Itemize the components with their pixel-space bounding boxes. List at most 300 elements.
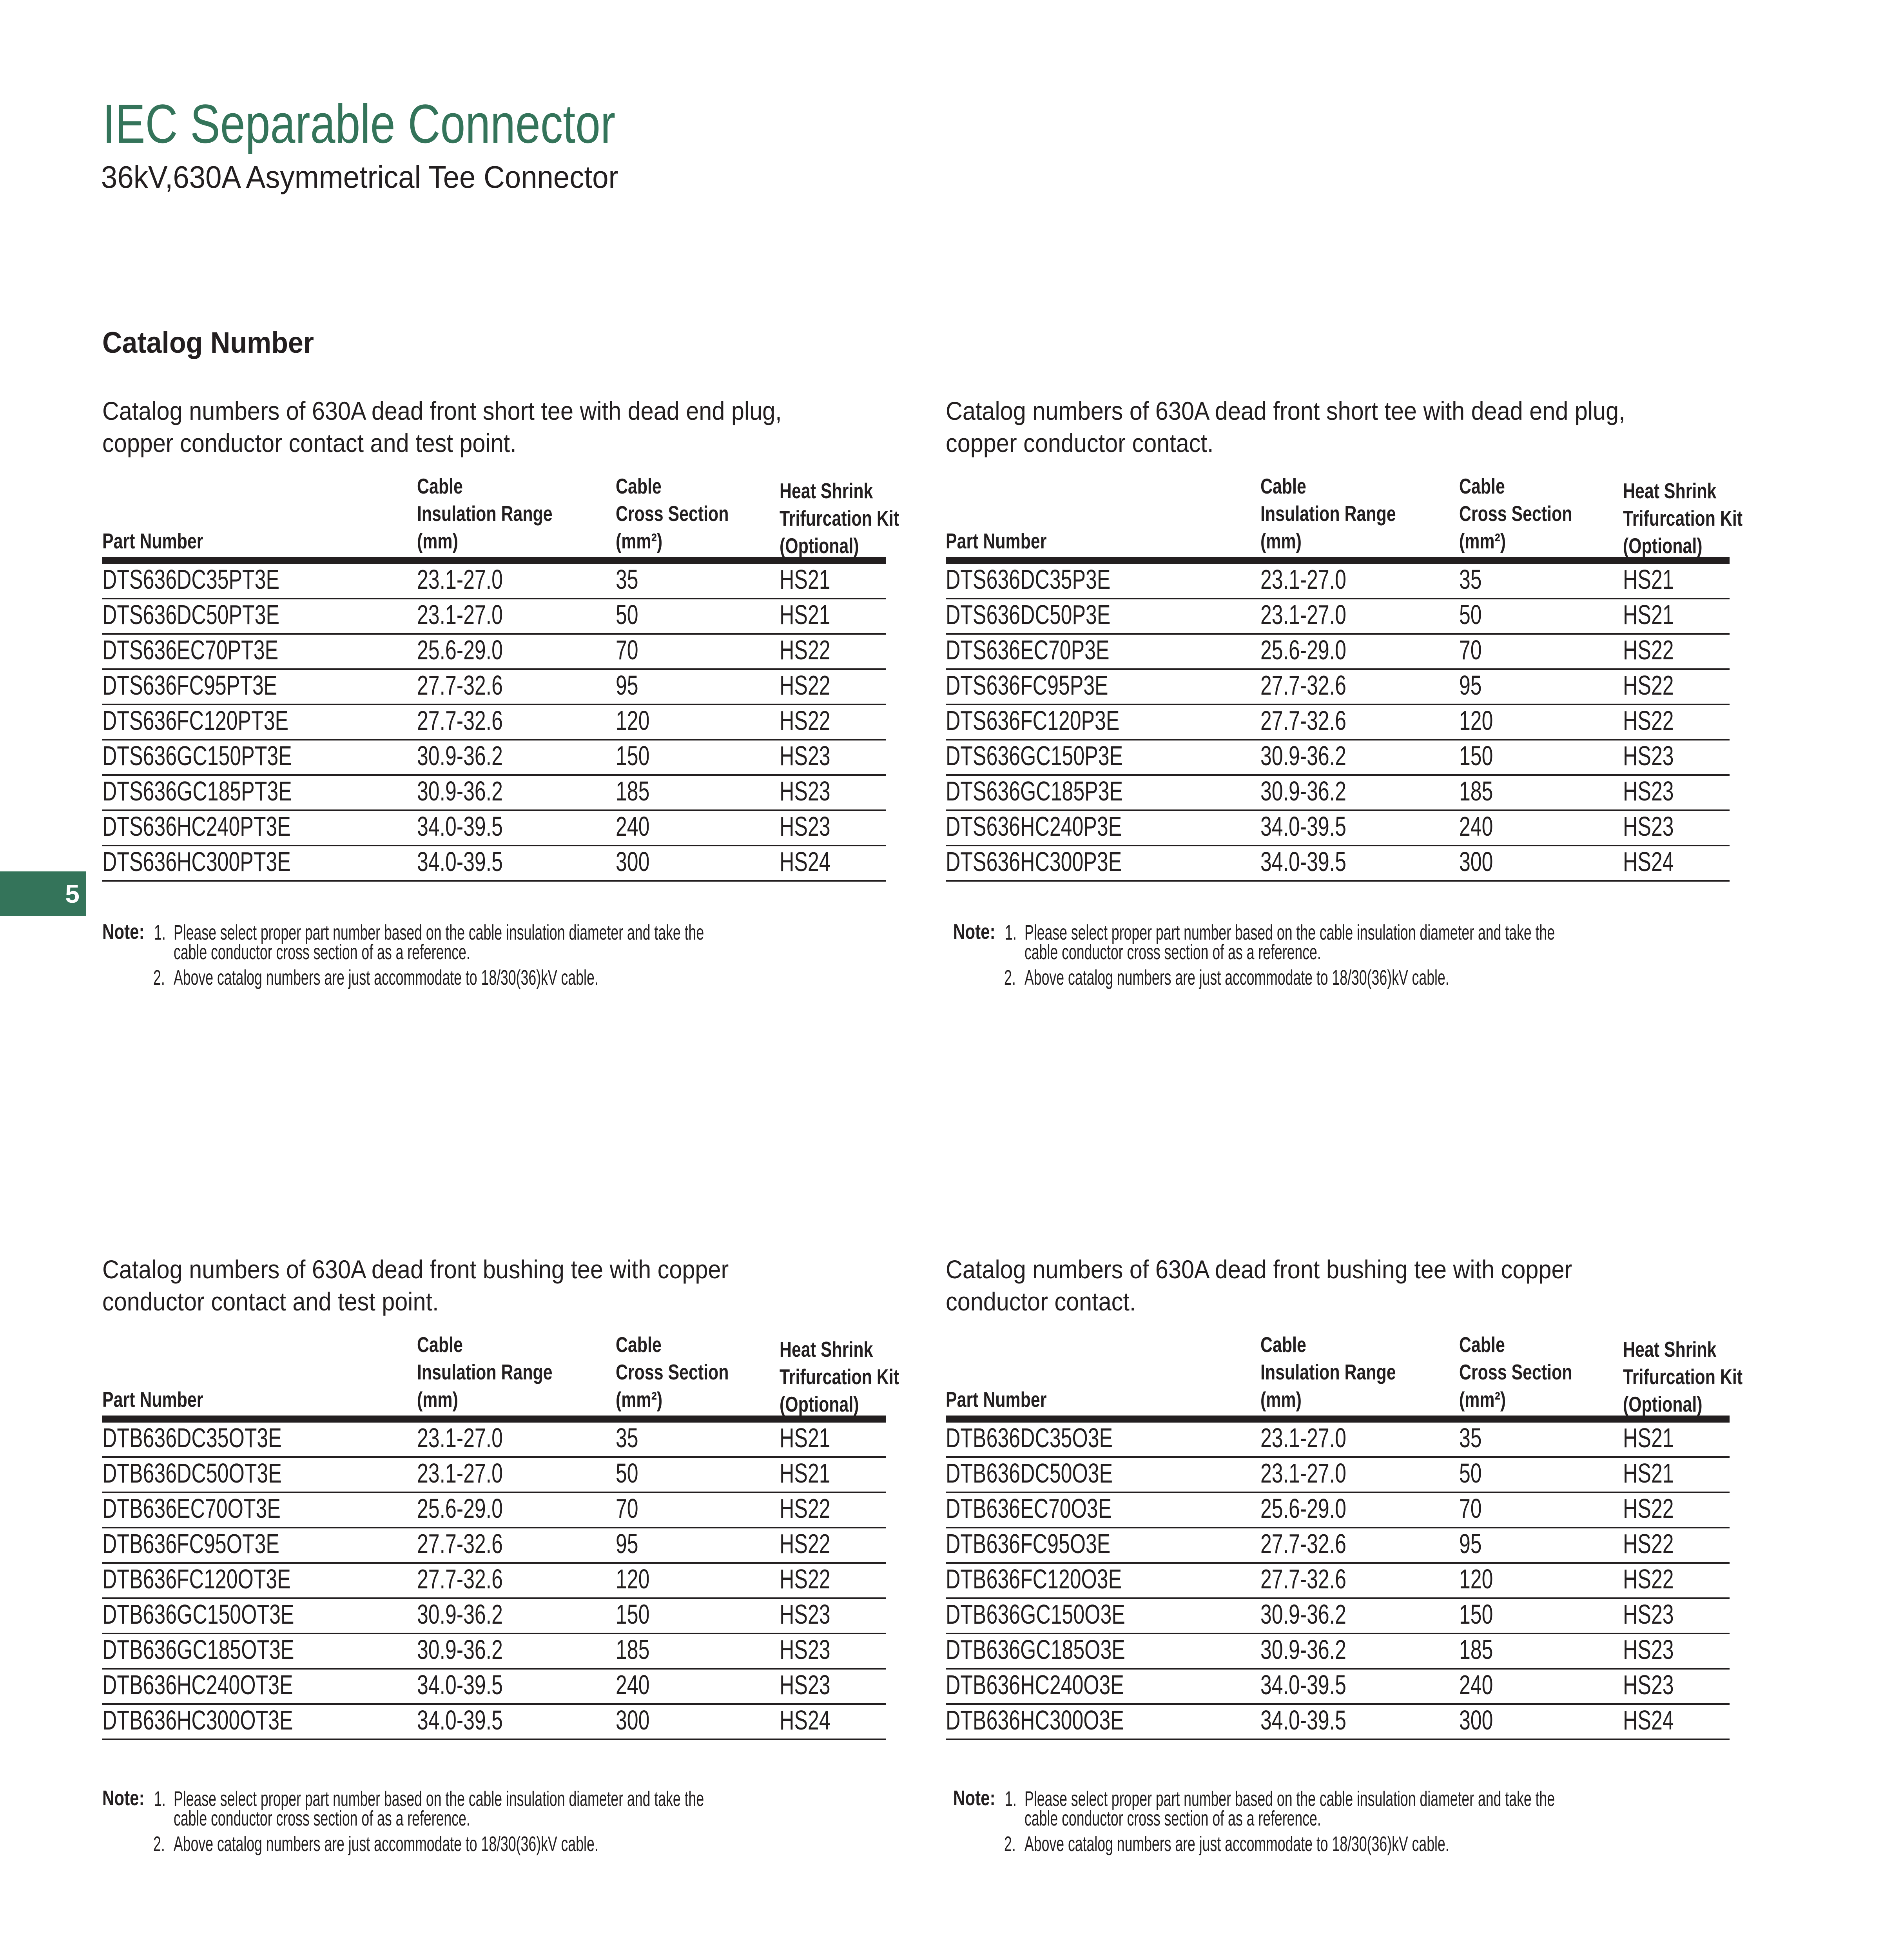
- table-row: [102, 1634, 886, 1670]
- cell-text: HS21: [780, 564, 830, 595]
- note-2-number: [153, 1833, 171, 1855]
- cell-text: HS22: [1623, 1564, 1674, 1594]
- cell-cross-section: [616, 1634, 780, 1668]
- table-header: [102, 470, 899, 558]
- table-row: [102, 1528, 886, 1564]
- cell-text: 50: [616, 1458, 638, 1488]
- cell-text: 30.9-36.2: [417, 1634, 503, 1665]
- cell-part-number: [946, 1634, 1260, 1668]
- cell-part-number: [102, 1634, 417, 1668]
- cell-text: HS22: [780, 635, 830, 665]
- cell-text: DTS636DC35PT3E: [102, 564, 280, 595]
- note-text: Above catalog numbers are just accommodate to 18/30(36)kV cable.: [1024, 1832, 1449, 1856]
- cell-insulation-range: [417, 705, 616, 739]
- header-line: Trifurcation Kit: [780, 1365, 899, 1389]
- table-row: [946, 846, 1730, 882]
- cell-cross-section: [1459, 599, 1623, 633]
- cell-text: DTB636GC185O3E: [946, 1634, 1125, 1665]
- cell-cross-section: [1459, 740, 1623, 774]
- note-2-number: [1004, 967, 1022, 988]
- cell-part-number: [102, 670, 417, 704]
- header-heat-shrink-kit: [780, 1336, 899, 1418]
- header-insulation-range: [1260, 472, 1459, 555]
- cell-part-number: [102, 599, 417, 633]
- section-heading: [102, 325, 332, 361]
- cell-insulation-range: [417, 670, 616, 704]
- caption-line: Catalog numbers of 630A dead front bushing tee with copper: [102, 1255, 729, 1284]
- table-row: [946, 1705, 1730, 1740]
- cell-heat-shrink-kit: [780, 599, 886, 633]
- cell-part-number: [102, 1458, 417, 1492]
- note-2-number: [153, 967, 171, 988]
- header-line: Heat Shrink: [1623, 479, 1717, 503]
- table-row: [102, 1493, 886, 1528]
- note-1-line-2: [174, 942, 623, 963]
- table-row: [102, 1670, 886, 1705]
- note-2-text: [174, 1833, 817, 1855]
- cell-text: HS23: [1623, 1599, 1674, 1630]
- note-text: Above catalog numbers are just accommodate to 18/30(36)kV cable.: [174, 966, 598, 989]
- cell-text: DTB636GC150OT3E: [102, 1599, 294, 1630]
- cell-text: 34.0-39.5: [417, 1705, 503, 1735]
- table-row: [946, 1670, 1730, 1705]
- note-text: cable conductor cross section of as a reference.: [1024, 1807, 1321, 1830]
- cell-text: HS22: [1623, 1493, 1674, 1524]
- caption-line: Catalog numbers of 630A dead front short tee with dead end plug,: [102, 396, 782, 425]
- header-line: Cable: [1459, 474, 1505, 498]
- cell-heat-shrink-kit: [1623, 635, 1730, 668]
- cell-cross-section: [616, 776, 780, 809]
- note-number-text: 1.: [1005, 1787, 1017, 1811]
- cell-heat-shrink-kit: [780, 1599, 886, 1633]
- header-part-number: [102, 527, 417, 555]
- header-rule: [102, 1416, 886, 1423]
- cell-cross-section: [616, 811, 780, 845]
- cell-text: 50: [1459, 1458, 1482, 1488]
- table-row: [102, 635, 886, 670]
- cell-heat-shrink-kit: [1623, 1564, 1730, 1597]
- cell-text: HS23: [780, 811, 830, 842]
- cell-text: DTB636GC185OT3E: [102, 1634, 294, 1665]
- header-line: Cable: [1260, 474, 1306, 498]
- cell-text: 27.7-32.6: [417, 1564, 503, 1594]
- header-line: (mm): [1260, 529, 1302, 553]
- cell-text: 300: [616, 846, 650, 877]
- cell-heat-shrink-kit: [780, 1528, 886, 1562]
- cell-text: HS22: [780, 670, 830, 701]
- cell-part-number: [946, 1564, 1260, 1597]
- cell-part-number: [102, 740, 417, 774]
- cell-text: 30.9-36.2: [1260, 1599, 1346, 1630]
- cell-text: HS23: [780, 776, 830, 806]
- cell-heat-shrink-kit: [1623, 705, 1730, 739]
- cell-cross-section: [616, 705, 780, 739]
- catalog-table-bushing-tee-test-point: [102, 1253, 899, 1740]
- header-part-number: [946, 527, 1260, 555]
- header-cross-section: [1459, 1331, 1623, 1413]
- cell-text: HS24: [1623, 846, 1674, 877]
- cell-text: HS22: [780, 1528, 830, 1559]
- cell-insulation-range: [417, 1670, 616, 1703]
- note-label: [102, 921, 156, 942]
- cell-heat-shrink-kit: [1623, 740, 1730, 774]
- note-text: cable conductor cross section of as a reference.: [174, 940, 470, 964]
- header-line: Heat Shrink: [780, 1337, 873, 1361]
- cell-text: 120: [616, 1564, 650, 1594]
- header-insulation-range: [1260, 1331, 1459, 1413]
- cell-heat-shrink-kit: [780, 1564, 886, 1597]
- header-heat-shrink-kit: [1623, 1336, 1743, 1418]
- cell-text: 30.9-36.2: [417, 740, 503, 771]
- header-line: Trifurcation Kit: [780, 506, 899, 530]
- cell-cross-section: [1459, 1599, 1623, 1633]
- cell-insulation-range: [1260, 1634, 1459, 1668]
- caption-line: Catalog numbers of 630A dead front short tee with dead end plug,: [946, 396, 1625, 425]
- cell-text: HS23: [780, 740, 830, 771]
- cell-text: 185: [1459, 776, 1493, 806]
- cell-text: 120: [616, 705, 650, 736]
- cell-text: 50: [1459, 599, 1482, 630]
- cell-part-number: [946, 564, 1260, 598]
- cell-text: DTB636DC35OT3E: [102, 1423, 282, 1453]
- header-cross-section: [1459, 472, 1623, 555]
- cell-text: HS24: [1623, 1705, 1674, 1735]
- cell-insulation-range: [1260, 599, 1459, 633]
- cell-part-number: [946, 635, 1260, 668]
- cell-part-number: [946, 1599, 1260, 1633]
- cell-text: 27.7-32.6: [1260, 705, 1346, 736]
- cell-text: 30.9-36.2: [1260, 776, 1346, 806]
- cell-text: 27.7-32.6: [417, 1528, 503, 1559]
- cell-text: HS22: [780, 705, 830, 736]
- cell-heat-shrink-kit: [1623, 811, 1730, 845]
- cell-text: DTB636HC300OT3E: [102, 1705, 293, 1735]
- table-row: [946, 1458, 1730, 1493]
- note-label-text: Note:: [102, 1786, 145, 1810]
- header-line: Part Number: [102, 1387, 203, 1412]
- cell-text: 95: [1459, 670, 1482, 701]
- note-1-line-2: [174, 1808, 623, 1829]
- cell-text: DTS636GC150PT3E: [102, 740, 292, 771]
- cell-part-number: [102, 564, 417, 598]
- cell-text: HS22: [780, 1493, 830, 1524]
- cell-insulation-range: [417, 1634, 616, 1668]
- header-insulation-range: [417, 472, 616, 555]
- cell-text: HS23: [1623, 776, 1674, 806]
- cell-insulation-range: [417, 599, 616, 633]
- cell-text: 25.6-29.0: [417, 1493, 503, 1524]
- cell-heat-shrink-kit: [1623, 1528, 1730, 1562]
- header-line: Heat Shrink: [1623, 1337, 1717, 1361]
- cell-text: HS21: [780, 599, 830, 630]
- cell-part-number: [102, 635, 417, 668]
- cell-cross-section: [1459, 811, 1623, 845]
- table-row: [102, 846, 886, 882]
- cell-text: DTB636FC95OT3E: [102, 1528, 279, 1559]
- cell-text: 35: [616, 564, 638, 595]
- cell-text: 70: [1459, 635, 1482, 665]
- cell-heat-shrink-kit: [780, 670, 886, 704]
- note-label: [102, 1788, 156, 1809]
- cell-text: DTS636DC50P3E: [946, 599, 1111, 630]
- note-number-text: 1.: [1005, 921, 1017, 944]
- cell-text: DTS636FC120P3E: [946, 705, 1120, 736]
- header-line: Trifurcation Kit: [1623, 506, 1743, 530]
- page-subtitle-text: 36kV,630A Asymmetrical Tee Connector: [101, 160, 618, 194]
- cell-text: HS22: [1623, 635, 1674, 665]
- cell-cross-section: [616, 1493, 780, 1527]
- cell-cross-section: [1459, 705, 1623, 739]
- table-row: [102, 1423, 886, 1458]
- header-line: Insulation Range: [417, 1360, 553, 1384]
- cell-text: 70: [616, 1493, 638, 1524]
- cell-text: DTS636GC185P3E: [946, 776, 1123, 806]
- cell-text: DTS636DC50PT3E: [102, 599, 280, 630]
- cell-part-number: [946, 1458, 1260, 1492]
- cell-text: 34.0-39.5: [417, 811, 503, 842]
- cell-text: 23.1-27.0: [1260, 599, 1346, 630]
- cell-insulation-range: [1260, 1670, 1459, 1703]
- cell-heat-shrink-kit: [1623, 564, 1730, 598]
- cell-text: DTS636HC300PT3E: [102, 846, 291, 877]
- cell-text: HS22: [1623, 1528, 1674, 1559]
- cell-text: DTB636DC50O3E: [946, 1458, 1113, 1488]
- cell-text: 25.6-29.0: [417, 635, 503, 665]
- cell-text: 95: [616, 1528, 638, 1559]
- cell-text: 150: [616, 740, 650, 771]
- header-rule: [946, 557, 1730, 564]
- table-row: [102, 599, 886, 635]
- cell-text: DTB636DC35O3E: [946, 1423, 1113, 1453]
- cell-insulation-range: [1260, 705, 1459, 739]
- note-2-number: [1004, 1833, 1022, 1855]
- header-line: Cable: [1260, 1332, 1306, 1357]
- cell-text: 185: [616, 776, 650, 806]
- cell-text: 27.7-32.6: [1260, 1528, 1346, 1559]
- header-line: (mm): [417, 529, 458, 553]
- cell-insulation-range: [1260, 1705, 1459, 1739]
- cell-text: 35: [616, 1423, 638, 1453]
- header-part-number: [946, 1386, 1260, 1413]
- header-line: Insulation Range: [1260, 1360, 1396, 1384]
- cell-heat-shrink-kit: [1623, 1634, 1730, 1668]
- cell-insulation-range: [417, 846, 616, 880]
- cell-cross-section: [1459, 846, 1623, 880]
- cell-insulation-range: [417, 1493, 616, 1527]
- cell-cross-section: [1459, 1493, 1623, 1527]
- cell-cross-section: [616, 635, 780, 668]
- cell-cross-section: [616, 1458, 780, 1492]
- header-line: Cross Section: [616, 1360, 729, 1384]
- cell-cross-section: [616, 846, 780, 880]
- cell-text: DTS636GC150P3E: [946, 740, 1123, 771]
- header-part-number: [102, 1386, 417, 1413]
- cell-part-number: [946, 1423, 1260, 1456]
- table-row: [946, 740, 1730, 776]
- caption-line: conductor contact and test point.: [102, 1287, 439, 1316]
- header-line: Trifurcation Kit: [1623, 1365, 1743, 1389]
- cell-text: 34.0-39.5: [1260, 846, 1346, 877]
- header-line: (mm²): [1459, 1387, 1506, 1412]
- cell-heat-shrink-kit: [780, 846, 886, 880]
- header-line: (Optional): [780, 534, 859, 558]
- cell-cross-section: [616, 1599, 780, 1633]
- note-1-line-1: [1024, 922, 1828, 943]
- page-subtitle: [101, 158, 657, 196]
- cell-text: 300: [616, 1705, 650, 1735]
- cell-cross-section: [1459, 1670, 1623, 1703]
- table-row: [946, 670, 1730, 705]
- cell-cross-section: [616, 1670, 780, 1703]
- cell-part-number: [946, 1493, 1260, 1527]
- cell-insulation-range: [417, 635, 616, 668]
- cell-part-number: [946, 1705, 1260, 1739]
- cell-text: 25.6-29.0: [1260, 635, 1346, 665]
- header-rule: [102, 557, 886, 564]
- header-line: Insulation Range: [1260, 501, 1396, 526]
- cell-text: HS21: [1623, 599, 1674, 630]
- cell-text: 185: [1459, 1634, 1493, 1665]
- cell-part-number: [946, 670, 1260, 704]
- cell-text: 95: [616, 670, 638, 701]
- cell-text: 23.1-27.0: [417, 599, 503, 630]
- cell-cross-section: [1459, 1423, 1623, 1456]
- header-line: Cable: [417, 1332, 463, 1357]
- section-heading-text: Catalog Number: [102, 326, 314, 359]
- cell-heat-shrink-kit: [1623, 1493, 1730, 1527]
- catalog-table-bushing-tee: [946, 1253, 1743, 1740]
- catalog-table-short-tee: [946, 395, 1743, 882]
- cell-heat-shrink-kit: [780, 1670, 886, 1703]
- cell-heat-shrink-kit: [780, 564, 886, 598]
- header-line: (mm²): [616, 1387, 663, 1412]
- header-heat-shrink-kit: [1623, 477, 1743, 559]
- cell-cross-section: [616, 1705, 780, 1739]
- cell-text: DTB636FC120O3E: [946, 1564, 1122, 1594]
- cell-part-number: [102, 1493, 417, 1527]
- cell-insulation-range: [417, 1564, 616, 1597]
- cell-text: 23.1-27.0: [417, 1423, 503, 1453]
- table-row: [946, 705, 1730, 740]
- cell-heat-shrink-kit: [1623, 1670, 1730, 1703]
- note-2-text: [1024, 1833, 1668, 1855]
- cell-text: HS21: [780, 1458, 830, 1488]
- header-line: (Optional): [1623, 534, 1703, 558]
- cell-insulation-range: [1260, 564, 1459, 598]
- cell-text: HS21: [780, 1423, 830, 1453]
- note-number-text: 1.: [154, 1787, 166, 1811]
- table-row: [102, 776, 886, 811]
- header-rule: [946, 1416, 1730, 1423]
- cell-text: DTS636FC95PT3E: [102, 670, 277, 701]
- cell-text: DTB636FC120OT3E: [102, 1564, 291, 1594]
- cell-cross-section: [1459, 1528, 1623, 1562]
- cell-part-number: [102, 1670, 417, 1703]
- cell-part-number: [946, 776, 1260, 809]
- cell-part-number: [102, 1423, 417, 1456]
- header-line: Cross Section: [616, 501, 729, 526]
- header-cross-section: [616, 472, 780, 555]
- cell-insulation-range: [417, 776, 616, 809]
- note-1-line-1: [1024, 1788, 1828, 1809]
- cell-text: 30.9-36.2: [417, 1599, 503, 1630]
- caption-line: conductor contact.: [946, 1287, 1136, 1316]
- cell-heat-shrink-kit: [780, 740, 886, 774]
- cell-text: 34.0-39.5: [417, 1670, 503, 1700]
- note-label-text: Note:: [953, 920, 995, 944]
- cell-part-number: [102, 705, 417, 739]
- table-row: [102, 670, 886, 705]
- header-line: (Optional): [1623, 1392, 1703, 1416]
- cell-insulation-range: [1260, 811, 1459, 845]
- cell-insulation-range: [417, 1705, 616, 1739]
- cell-text: DTS636HC240P3E: [946, 811, 1122, 842]
- cell-insulation-range: [1260, 1599, 1459, 1633]
- table-row: [946, 635, 1730, 670]
- cell-text: HS22: [1623, 705, 1674, 736]
- header-line: Cross Section: [1459, 501, 1572, 526]
- cell-cross-section: [616, 1528, 780, 1562]
- note-2-text: [174, 967, 817, 988]
- cell-text: DTB636EC70O3E: [946, 1493, 1112, 1524]
- cell-part-number: [102, 776, 417, 809]
- header-line: (mm²): [1459, 529, 1506, 553]
- note-1-line-2: [1024, 1808, 1474, 1829]
- cell-part-number: [946, 705, 1260, 739]
- cell-insulation-range: [1260, 635, 1459, 668]
- table-caption: [946, 1253, 1730, 1318]
- note-text: Please select proper part number based on the cable insulation diameter and take the: [1024, 1787, 1555, 1811]
- cell-text: HS23: [1623, 740, 1674, 771]
- cell-text: 23.1-27.0: [1260, 1423, 1346, 1453]
- header-line: (mm²): [616, 529, 663, 553]
- note-label: [953, 921, 1007, 942]
- cell-text: 27.7-32.6: [417, 670, 503, 701]
- cell-text: 35: [1459, 1423, 1482, 1453]
- note-text: Above catalog numbers are just accommodate to 18/30(36)kV cable.: [174, 1832, 598, 1856]
- cell-text: DTS636DC35P3E: [946, 564, 1111, 595]
- table-row: [102, 740, 886, 776]
- header-line: Heat Shrink: [780, 479, 873, 503]
- cell-text: DTB636DC50OT3E: [102, 1458, 282, 1488]
- cell-heat-shrink-kit: [780, 1634, 886, 1668]
- note-text: Please select proper part number based on the cable insulation diameter and take the: [174, 1787, 704, 1811]
- table-header: [102, 1329, 899, 1416]
- cell-text: 70: [1459, 1493, 1482, 1524]
- header-line: Cross Section: [1459, 1360, 1572, 1384]
- cell-text: DTS636EC70P3E: [946, 635, 1110, 665]
- note-1-line-2: [1024, 942, 1474, 963]
- table-caption: [102, 1253, 886, 1318]
- note-2-text: [1024, 967, 1668, 988]
- cell-text: 30.9-36.2: [1260, 740, 1346, 771]
- cell-text: 150: [1459, 740, 1493, 771]
- note-number-text: 2.: [153, 1832, 165, 1856]
- cell-insulation-range: [1260, 1528, 1459, 1562]
- header-line: Part Number: [102, 529, 203, 553]
- cell-part-number: [102, 811, 417, 845]
- cell-text: DTB636HC240O3E: [946, 1670, 1124, 1700]
- table-caption: [102, 395, 886, 459]
- cell-text: HS21: [1623, 564, 1674, 595]
- chapter-tab: [0, 871, 86, 916]
- cell-cross-section: [1459, 1705, 1623, 1739]
- table-header: [946, 1329, 1743, 1416]
- cell-text: DTS636GC185PT3E: [102, 776, 292, 806]
- cell-heat-shrink-kit: [1623, 670, 1730, 704]
- cell-text: 23.1-27.0: [1260, 564, 1346, 595]
- cell-part-number: [102, 846, 417, 880]
